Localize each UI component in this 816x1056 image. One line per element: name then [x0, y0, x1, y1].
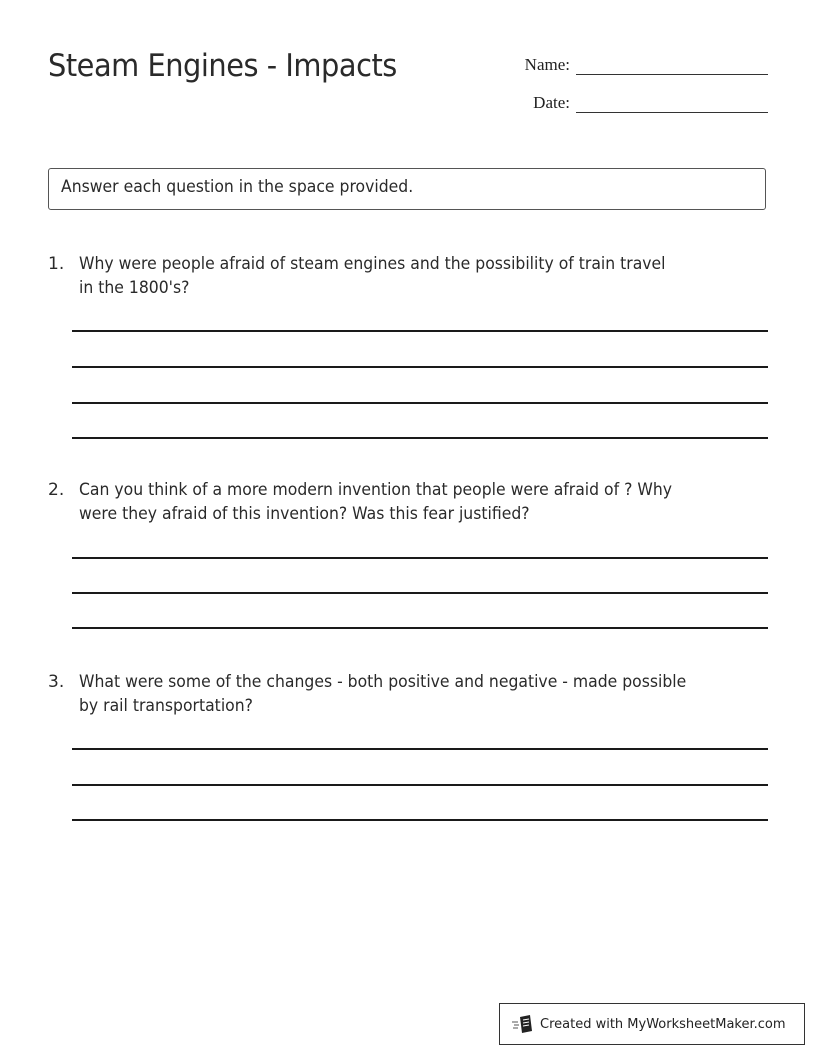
question-number: 2.	[48, 480, 65, 500]
page-title: Steam Engines - Impacts	[48, 48, 397, 84]
instructions-box	[48, 168, 766, 210]
answer-line[interactable]	[72, 819, 768, 821]
question-number: 3.	[48, 672, 65, 692]
answer-line[interactable]	[72, 437, 768, 439]
question-text-line: were they afraid of this invention? Was this fear justified?	[79, 504, 530, 524]
answer-line[interactable]	[72, 402, 768, 404]
question-3	[48, 670, 768, 718]
question-text	[79, 670, 768, 718]
date-input-line[interactable]	[576, 92, 768, 113]
footer-credit[interactable]	[499, 1003, 805, 1045]
date-field[interactable]	[510, 92, 768, 113]
answer-line[interactable]	[72, 784, 768, 786]
question-text-line: in the 1800's?	[79, 278, 190, 298]
question-text-line: Can you think of a more modern invention that people were afraid of ? Why	[79, 480, 673, 500]
question-text-line: Why were people afraid of steam engines and the possibility of train travel	[79, 254, 666, 274]
instructions-text: Answer each question in the space provided.	[61, 177, 414, 197]
name-input-line[interactable]	[576, 54, 768, 75]
question-2	[48, 478, 768, 526]
answer-line[interactable]	[72, 627, 768, 629]
name-label: Name:	[524, 55, 570, 74]
date-label: Date:	[533, 93, 570, 112]
question-text	[79, 252, 768, 300]
question-text-line: What were some of the changes - both positive and negative - made possible	[79, 672, 687, 692]
answer-line[interactable]	[72, 330, 768, 332]
answer-line[interactable]	[72, 366, 768, 368]
question-text-line: by rail transportation?	[79, 696, 253, 716]
answer-line[interactable]	[72, 748, 768, 750]
answer-line[interactable]	[72, 557, 768, 559]
worksheet-maker-logo-icon	[512, 1014, 534, 1034]
name-field[interactable]	[510, 54, 768, 75]
question-number: 1.	[48, 254, 65, 274]
answer-line[interactable]	[72, 592, 768, 594]
question-text	[79, 478, 768, 526]
question-1	[48, 252, 768, 300]
footer-text: Created with MyWorksheetMaker.com	[540, 1016, 786, 1032]
